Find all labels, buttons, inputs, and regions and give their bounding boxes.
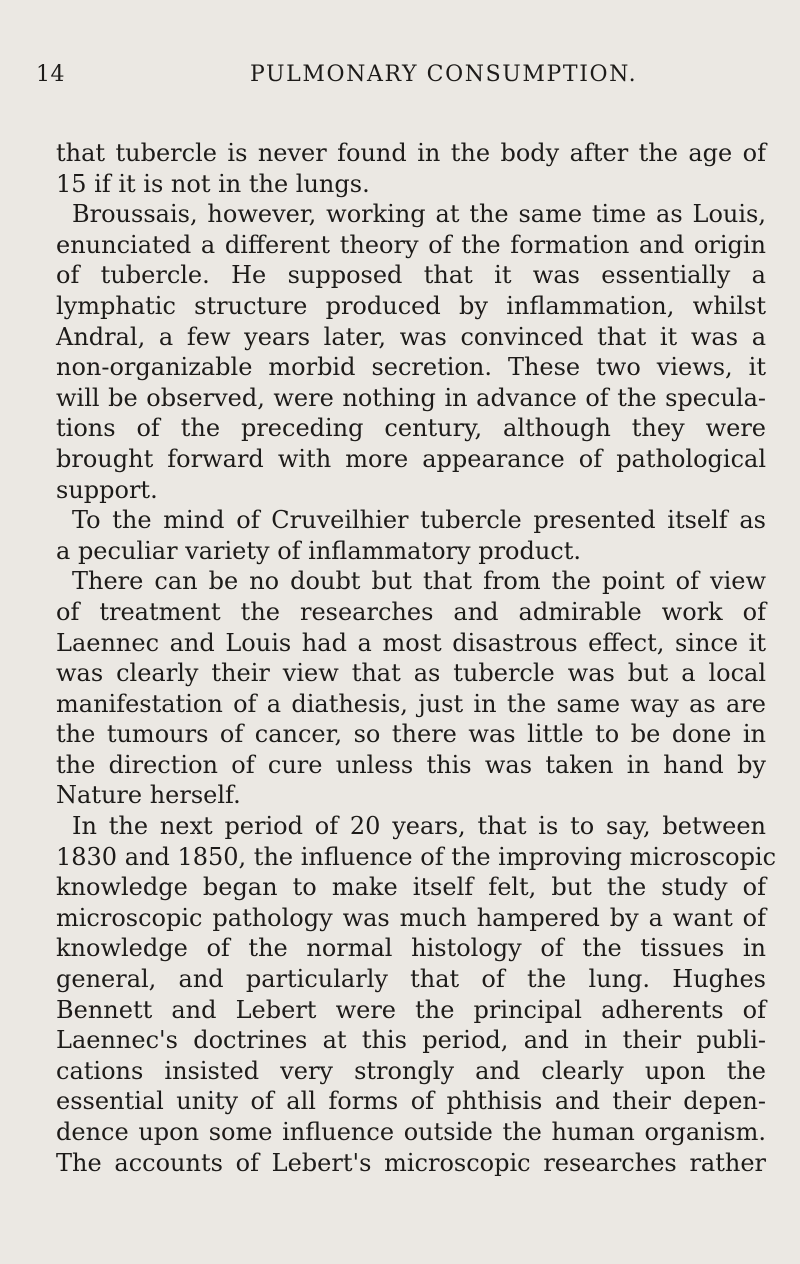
text-line: The accounts of Lebert's microscopic researches rather	[56, 1148, 766, 1177]
running-title: PULMONARY CONSUMPTION.	[250, 62, 638, 87]
text-line: will be observed, were nothing in advance of the specula-	[56, 383, 766, 412]
text-line: Laennec's doctrines at this period, and in their publi-	[56, 1026, 766, 1055]
text-line: tions of the preceding century, although they were	[56, 414, 766, 443]
text-line: support.	[56, 475, 158, 504]
text-line: dence upon some influence outside the human organism.	[56, 1118, 766, 1146]
text-line: lymphatic structure produced by inflammation, whilst	[56, 291, 766, 320]
text-line: Nature herself.	[56, 781, 241, 810]
text-line: There can be no doubt but that from the point of view	[72, 567, 766, 596]
text-line: brought forward with more appearance of pathological	[56, 444, 766, 473]
text-line: 15 if it is not in the lungs.	[56, 169, 370, 198]
body-text	[56, 138, 777, 1178]
text-line: cations insisted very strongly and clearly upon the	[56, 1056, 766, 1085]
text-line: Andral, a few years later, was convinced that it was a	[56, 322, 766, 351]
text-line: of treatment the researches and admirable work of	[56, 597, 766, 626]
text-line: the tumours of cancer, so there was little to be done in	[56, 720, 766, 749]
text-line: the direction of cure unless this was taken in hand by	[56, 750, 766, 779]
text-line: In the next period of 20 years, that is to say, between	[72, 812, 766, 841]
text-line: To the mind of Cruveilhier tubercle presented itself as	[72, 506, 766, 535]
text-line: 1830 and 1850, the influence of the improving microscopic	[56, 842, 777, 871]
text-line: essential unity of all forms of phthisis and their depen-	[56, 1087, 766, 1116]
text-line: enunciated a different theory of the formation and origin	[56, 230, 766, 259]
text-line: Broussais, however, working at the same time as Louis,	[72, 200, 766, 229]
text-line: that tubercle is never found in the body after the age of	[56, 139, 766, 167]
text-line: knowledge of the normal histology of the tissues in	[56, 934, 766, 963]
text-line: Bennett and Lebert were the principal adherents of	[56, 995, 766, 1024]
text-line: non-organizable morbid secretion. These two views, it	[56, 353, 766, 382]
page-number: 14	[36, 62, 65, 87]
text-line: microscopic pathology was much hampered by a want of	[56, 903, 766, 932]
text-line: was clearly their view that as tubercle was but a local	[56, 659, 766, 688]
text-line: a peculiar variety of inflammatory product.	[56, 536, 582, 565]
text-line: knowledge began to make itself felt, but the study of	[56, 873, 766, 902]
text-line: Laennec and Louis had a most disastrous effect, since it	[56, 628, 766, 657]
page-header	[0, 62, 800, 92]
text-line: general, and particularly that of the lung. Hughes	[56, 965, 766, 994]
text-line: of tubercle. He supposed that it was essentially a	[56, 261, 766, 290]
text-line: manifestation of a diathesis, just in the same way as are	[56, 689, 766, 718]
